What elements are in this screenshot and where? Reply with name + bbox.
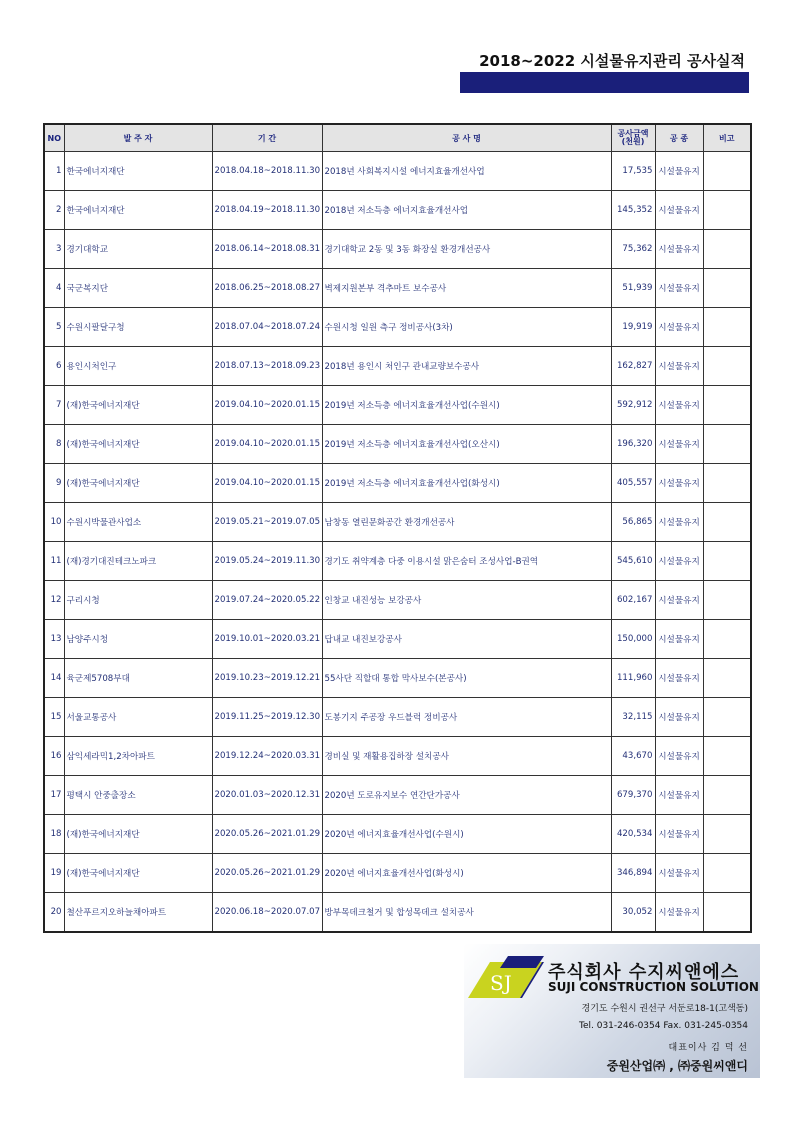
logo-text: SJ [490,971,512,995]
row-period: 2020.01.03~2020.12.31 [212,776,322,815]
row-client: 한국에너지재단 [64,191,212,230]
row-period: 2019.04.10~2020.01.15 [212,464,322,503]
row-type: 시설물유지 [655,542,703,581]
table-row [44,386,751,425]
row-amount: 51,939 [611,269,655,308]
row-name: 벽제지원본부 격추마트 보수공사 [322,269,611,308]
header-amount [611,124,655,152]
row-note [703,386,751,425]
table-row [44,620,751,659]
row-no: 6 [44,347,64,386]
row-name: 도봉기지 주공장 우드블럭 정비공사 [322,698,611,737]
row-note [703,620,751,659]
row-name: 인창교 내진성능 보강공사 [322,581,611,620]
row-amount: 602,167 [611,581,655,620]
row-type: 시설물유지 [655,308,703,347]
row-period: 2019.05.24~2019.11.30 [212,542,322,581]
table-row [44,854,751,893]
row-period: 2019.07.24~2020.05.22 [212,581,322,620]
row-name: 2018년 저소득층 에너지효율개선사업 [322,191,611,230]
row-note [703,659,751,698]
row-amount: 32,115 [611,698,655,737]
row-note [703,776,751,815]
company-tel: Tel. 031-246-0354 Fax. 031-245-0354 [578,1021,748,1031]
row-client: 삼익세라믹1,2차아파트 [64,737,212,776]
row-no: 12 [44,581,64,620]
table-row [44,347,751,386]
table-header-row [44,124,751,152]
row-client: (재)한국에너지재단 [64,854,212,893]
row-type: 시설물유지 [655,893,703,933]
row-client: (재)한국에너지재단 [64,815,212,854]
row-note [703,503,751,542]
header-name: 공 사 명 [322,124,611,152]
row-no: 2 [44,191,64,230]
table-row [44,737,751,776]
row-note [703,893,751,933]
row-amount: 43,670 [611,737,655,776]
row-no: 9 [44,464,64,503]
table-row [44,893,751,933]
row-period: 2020.05.26~2021.01.29 [212,854,322,893]
row-period: 2019.10.01~2020.03.21 [212,620,322,659]
row-note [703,737,751,776]
row-client: (재)한국에너지재단 [64,464,212,503]
row-period: 2018.04.18~2018.11.30 [212,152,322,191]
row-client: 남양주시청 [64,620,212,659]
row-name: 2020년 에너지효율개선사업(화성시) [322,854,611,893]
row-amount: 679,370 [611,776,655,815]
header-type: 공 종 [655,124,703,152]
company-ceo: 대표이사 김 덕 선 [668,1043,748,1053]
header-note: 비고 [703,124,751,152]
table-row [44,425,751,464]
row-period: 2018.06.14~2018.08.31 [212,230,322,269]
row-no: 17 [44,776,64,815]
row-name: 경기도 취약계층 다중 이용시설 맑은숨터 조성사업-B권역 [322,542,611,581]
row-name: 55사단 직할대 통합 막사보수(본공사) [322,659,611,698]
table-row [44,815,751,854]
row-type: 시설물유지 [655,464,703,503]
row-name: 2018년 사회복지시설 에너지효율개선사업 [322,152,611,191]
row-note [703,347,751,386]
row-client: 국군복지단 [64,269,212,308]
row-name: 2019년 저소득층 에너지효율개선사업(화성시) [322,464,611,503]
row-client: 한국에너지재단 [64,152,212,191]
table-row [44,464,751,503]
row-note [703,230,751,269]
table-row [44,230,751,269]
row-client: 구리시청 [64,581,212,620]
row-note [703,854,751,893]
row-amount: 150,000 [611,620,655,659]
table-row [44,308,751,347]
row-client: 육군제5708부대 [64,659,212,698]
row-period: 2019.04.10~2020.01.15 [212,425,322,464]
row-name: 2019년 저소득층 에너지효율개선사업(오산시) [322,425,611,464]
row-name: 경비실 및 재활용집하장 설치공사 [322,737,611,776]
row-client: (재)한국에너지재단 [64,425,212,464]
row-type: 시설물유지 [655,347,703,386]
row-type: 시설물유지 [655,191,703,230]
row-type: 시설물유지 [655,698,703,737]
row-client: (재)경기대진테크노파크 [64,542,212,581]
row-note [703,152,751,191]
row-amount: 56,865 [611,503,655,542]
table-row [44,581,751,620]
table-row [44,542,751,581]
row-amount: 162,827 [611,347,655,386]
table-row [44,659,751,698]
row-name: 남창동 열린문화공간 환경개선공사 [322,503,611,542]
row-type: 시설물유지 [655,737,703,776]
row-type: 시설물유지 [655,230,703,269]
row-type: 시설물유지 [655,776,703,815]
row-note [703,464,751,503]
row-amount: 145,352 [611,191,655,230]
row-amount: 420,534 [611,815,655,854]
row-no: 15 [44,698,64,737]
row-no: 3 [44,230,64,269]
row-client: 서울교통공사 [64,698,212,737]
row-no: 7 [44,386,64,425]
row-client: 용인시처인구 [64,347,212,386]
row-type: 시설물유지 [655,269,703,308]
row-name: 경기대학교 2동 및 3동 화장실 환경개선공사 [322,230,611,269]
row-amount: 75,362 [611,230,655,269]
row-amount: 196,320 [611,425,655,464]
row-no: 16 [44,737,64,776]
row-amount: 545,610 [611,542,655,581]
row-note [703,542,751,581]
row-no: 14 [44,659,64,698]
title-bar [460,72,749,93]
row-name: 2020년 에너지효율개선사업(수원시) [322,815,611,854]
row-period: 2019.05.21~2019.07.05 [212,503,322,542]
row-type: 시설물유지 [655,815,703,854]
row-no: 8 [44,425,64,464]
row-type: 시설물유지 [655,152,703,191]
row-period: 2019.04.10~2020.01.15 [212,386,322,425]
company-footer [464,944,760,1078]
row-amount: 346,894 [611,854,655,893]
row-no: 10 [44,503,64,542]
row-client: 수원시박물관사업소 [64,503,212,542]
company-name-kr: 주식회사 수지씨앤에스 [548,962,740,983]
construction-record-table [43,123,752,933]
table-row [44,191,751,230]
row-no: 19 [44,854,64,893]
row-period: 2020.06.18~2020.07.07 [212,893,322,933]
row-client: 수원시팔달구청 [64,308,212,347]
page-title: 2018~2022 시설물유지관리 공사실적 [479,52,745,70]
row-type: 시설물유지 [655,386,703,425]
row-period: 2020.05.26~2021.01.29 [212,815,322,854]
row-no: 4 [44,269,64,308]
header-amount-line2: (천원) [621,137,645,146]
table-row [44,503,751,542]
header-no: NO [44,124,64,152]
row-name: 방부목데크철거 및 합성목데크 설치공사 [322,893,611,933]
row-type: 시설물유지 [655,854,703,893]
row-no: 13 [44,620,64,659]
row-note [703,425,751,464]
row-note [703,581,751,620]
row-client: (재)한국에너지재단 [64,386,212,425]
row-type: 시설물유지 [655,503,703,542]
row-note [703,191,751,230]
row-client: 철산푸르지오하늘채아파트 [64,893,212,933]
row-type: 시설물유지 [655,425,703,464]
row-note [703,698,751,737]
table-row [44,269,751,308]
row-no: 5 [44,308,64,347]
row-period: 2018.07.04~2018.07.24 [212,308,322,347]
row-amount: 405,557 [611,464,655,503]
table-row [44,698,751,737]
row-no: 1 [44,152,64,191]
row-amount: 111,960 [611,659,655,698]
row-note [703,308,751,347]
row-amount: 17,535 [611,152,655,191]
row-name: 수원시청 일원 측구 정비공사(3차) [322,308,611,347]
row-period: 2018.04.19~2018.11.30 [212,191,322,230]
table-row [44,776,751,815]
row-period: 2019.11.25~2019.12.30 [212,698,322,737]
company-address: 경기도 수원시 권선구 서둔로18-1(고색동) [581,1004,748,1014]
header-period: 기 간 [212,124,322,152]
row-period: 2019.12.24~2020.03.31 [212,737,322,776]
row-name: 2020년 도로유지보수 연간단가공사 [322,776,611,815]
row-amount: 592,912 [611,386,655,425]
row-period: 2019.10.23~2019.12.21 [212,659,322,698]
row-name: 답내교 내진보강공사 [322,620,611,659]
row-type: 시설물유지 [655,620,703,659]
company-name-en: SUJI CONSTRUCTION SOLUTION [548,980,759,994]
row-type: 시설물유지 [655,659,703,698]
row-amount: 30,052 [611,893,655,933]
row-note [703,269,751,308]
row-no: 11 [44,542,64,581]
row-amount: 19,919 [611,308,655,347]
row-no: 18 [44,815,64,854]
table-row [44,152,751,191]
row-name: 2018년 용인시 처인구 관내교량보수공사 [322,347,611,386]
row-client: 경기대학교 [64,230,212,269]
company-affiliates: 중원산업㈜ , ㈜중원씨앤디 [606,1059,748,1073]
header-amount-line1: 공사금액 [617,129,649,138]
row-client: 평택시 안중출장소 [64,776,212,815]
row-period: 2018.06.25~2018.08.27 [212,269,322,308]
header-client: 발 주 자 [64,124,212,152]
row-note [703,815,751,854]
row-type: 시설물유지 [655,581,703,620]
row-name: 2019년 저소득층 에너지효율개선사업(수원시) [322,386,611,425]
company-logo-icon [464,952,544,1000]
row-no: 20 [44,893,64,933]
row-period: 2018.07.13~2018.09.23 [212,347,322,386]
